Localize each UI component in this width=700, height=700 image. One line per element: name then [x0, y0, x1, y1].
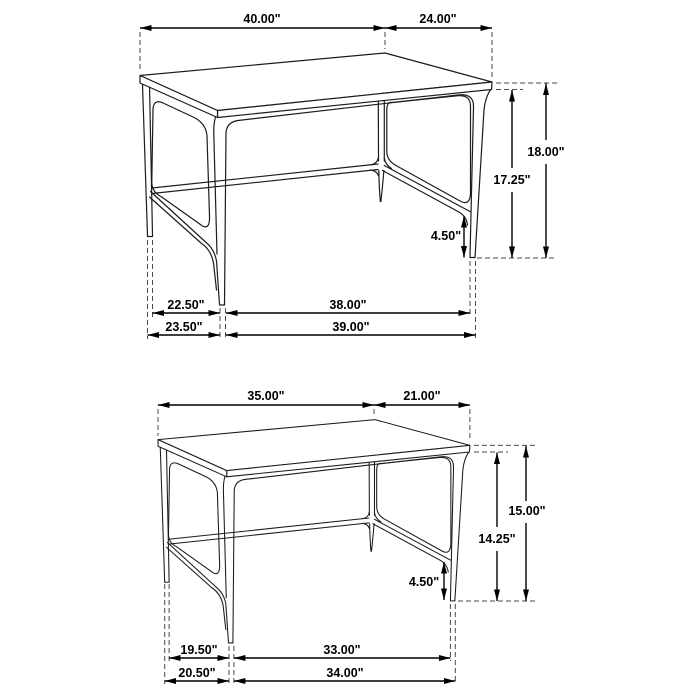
- dim-label-top-width: 40.00": [243, 12, 281, 26]
- dim-label-top-depth: 24.00": [419, 12, 457, 26]
- dim-label-height-underside: 17.25": [493, 173, 531, 187]
- dim-label-top-depth: 21.00": [403, 389, 441, 403]
- dim-label-base-width-outer: 34.00": [326, 666, 364, 680]
- dim-label-base-depth-inner: 19.50": [180, 643, 218, 657]
- dim-label-stretcher-height: 4.50": [430, 229, 462, 243]
- dim-label-height-overall: 18.00": [527, 145, 565, 159]
- dim-label-height-overall: 15.00": [508, 504, 546, 518]
- dim-label-base-width-inner: 33.00": [323, 643, 361, 657]
- dim-label-base-depth-inner: 22.50": [167, 298, 205, 312]
- dim-label-base-width-outer: 39.00": [332, 320, 370, 334]
- dim-label-height-underside: 14.25": [478, 532, 516, 546]
- dim-label-top-width: 35.00": [247, 389, 285, 403]
- dim-label-stretcher-height: 4.50": [408, 575, 440, 589]
- dim-label-base-width-inner: 38.00": [329, 298, 367, 312]
- dim-label-base-depth-outer: 23.50": [165, 320, 203, 334]
- dim-label-base-depth-outer: 20.50": [178, 666, 216, 680]
